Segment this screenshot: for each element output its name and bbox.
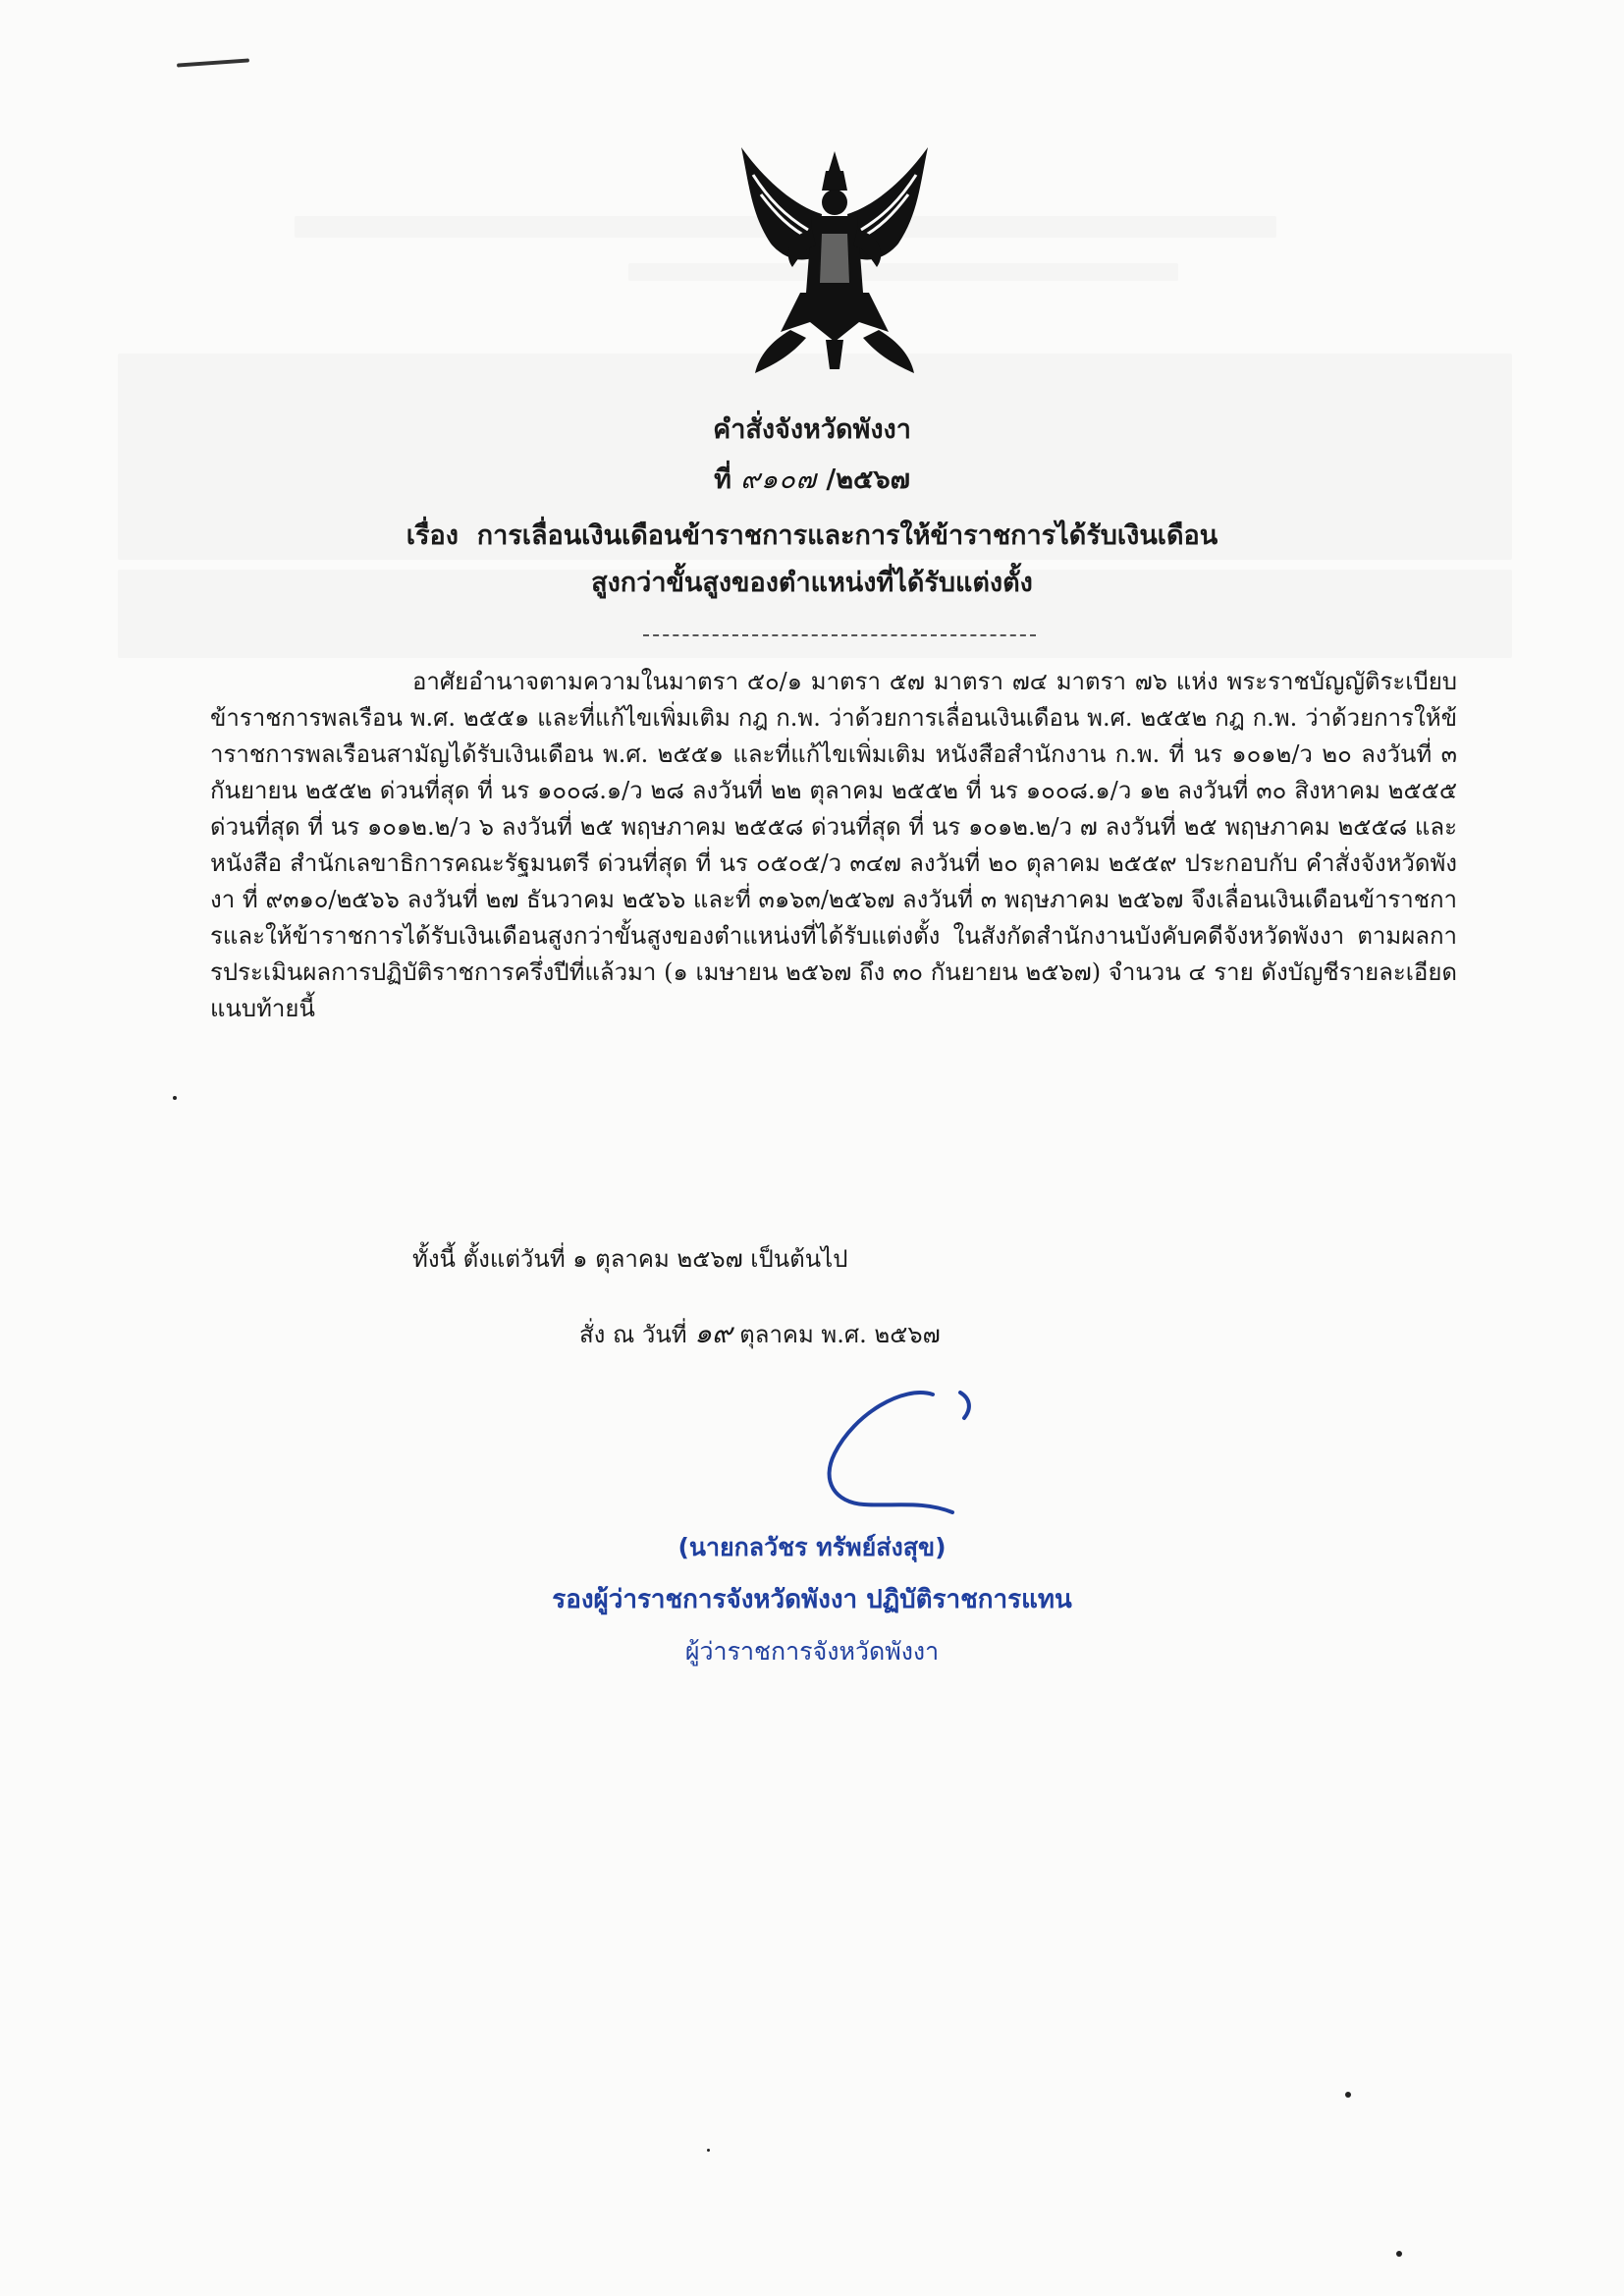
signatory-authority: ผู้ว่าราชการจังหวัดพังงา — [684, 1637, 940, 1666]
order-prefix: ที่ — [714, 465, 731, 495]
scan-mark — [177, 58, 249, 67]
scan-speck — [707, 2149, 710, 2152]
subject-text-1: การเลื่อนเงินเดือนข้าราชการและการให้ข้าราชการได้รับเงินเดือน — [476, 520, 1218, 551]
given-date — [579, 1312, 941, 1355]
given-suffix: ตุลาคม พ.ศ. ๒๕๖๗ — [739, 1321, 941, 1348]
given-prefix: สั่ง ณ วันที่ — [579, 1321, 687, 1348]
given-day-handwritten: ๑๙ — [694, 1317, 732, 1349]
handwritten-signature-icon — [795, 1375, 1001, 1522]
scan-speck — [173, 1096, 177, 1100]
subject-label: เรื่อง — [406, 520, 459, 551]
order-number-handwritten: ๙๑๐๗ — [740, 465, 817, 495]
garuda-emblem-icon — [731, 145, 938, 381]
signatory-position: รองผู้ว่าราชการจังหวัดพังงา ปฏิบัติราชการแทน — [552, 1585, 1072, 1614]
order-number — [0, 458, 1624, 500]
order-year: /๒๕๖๗ — [826, 465, 910, 495]
document-title: คำสั่งจังหวัดพังงา — [713, 414, 911, 445]
effective-date: ทั้งนี้ ตั้งแต่วันที่ ๑ ตุลาคม ๒๕๖๗ เป็นต้นไป — [412, 1245, 848, 1273]
signatory-name: (นายกลวัชร ทรัพย์ส่งสุข) — [677, 1533, 947, 1561]
separator-line — [643, 634, 1036, 636]
scan-speck — [1396, 2251, 1402, 2257]
subject-line-2: สูงกว่าขั้นสูงของตำแหน่งที่ได้รับแต่งตั้ง — [591, 568, 1033, 598]
body-paragraph: อาศัยอำนาจตามความในมาตรา ๕๐/๑ มาตรา ๕๗ มาตรา ๗๔ มาตรา ๗๖ แห่ง พระราชบัญญัติระเบียบข้าราชการพลเรือน พ.ศ. ๒๕๕๑ และที่แก้ไขเพิ่มเติม กฎ ก.พ. ว่าด้วยการเลื่อนเงินเดือน พ.ศ. ๒๕๕๒ กฎ ก.พ. ว่าด้วยการให้ข้าราชการพลเรือนสามัญได้รับเงินเดือน พ.ศ. ๒๕๕๑ และที่แก้ไขเพิ่มเติม หนังสือสำนักงาน ก.พ. ที่ นร ๑๐๑๒/ว ๒๐ ลงวันที่ ๓ กันยายน ๒๕๕๒ ด่วนที่สุด ที่ นร ๑๐๐๘.๑/ว ๒๘ ลงวันที่ ๒๒ ตุลาคม ๒๕๕๒ ที่ นร ๑๐๐๘.๑/ว ๑๒ ลงวันที่ ๓๐ สิงหาคม ๒๕๕๕ ด่วนที่สุด ที่ นร ๑๐๑๒.๒/ว ๖ ลงวันที่ ๒๕ พฤษภาคม ๒๕๕๘ ด่วนที่สุด ที่ นร ๑๐๑๒.๒/ว ๗ ลงวันที่ ๒๕ พฤษภาคม ๒๕๕๘ และหนังสือ สำนักเลขาธิการคณะรัฐมนตรี ด่วนที่สุด ที่ นร ๐๕๐๕/ว ๓๔๗ ลงวันที่ ๒๐ ตุลาคม ๒๕๕๙ ประกอบกับ คำสั่งจังหวัดพังงา ที่ ๙๓๑๐/๒๕๖๖ ลงวันที่ ๒๗ ธันวาคม ๒๕๖๖ และที่ ๓๑๖๓/๒๕๖๗ ลงวันที่ ๓ พฤษภาคม ๒๕๖๗ จึงเลื่อนเงินเดือนข้าราชการและให้ข้าราชการได้รับเงินเดือนสูงกว่าขั้นสูงของตำแหน่งที่ได้รับแต่งตั้ง ในสังกัดสำนักงานบังคับคดีจังหวัดพังงา ตามผลการประเมินผลการปฏิบัติราชการครึ่งปีที่แล้วมา (๑ เมษายน ๒๕๖๗ ถึง ๓๐ กันยายน ๒๕๖๗) จำนวน ๔ ราย ดังบัญชีรายละเอียดแนบท้ายนี้ — [210, 668, 1457, 1022]
subject-line-1 — [0, 522, 1624, 549]
scan-speck — [1345, 2092, 1351, 2098]
